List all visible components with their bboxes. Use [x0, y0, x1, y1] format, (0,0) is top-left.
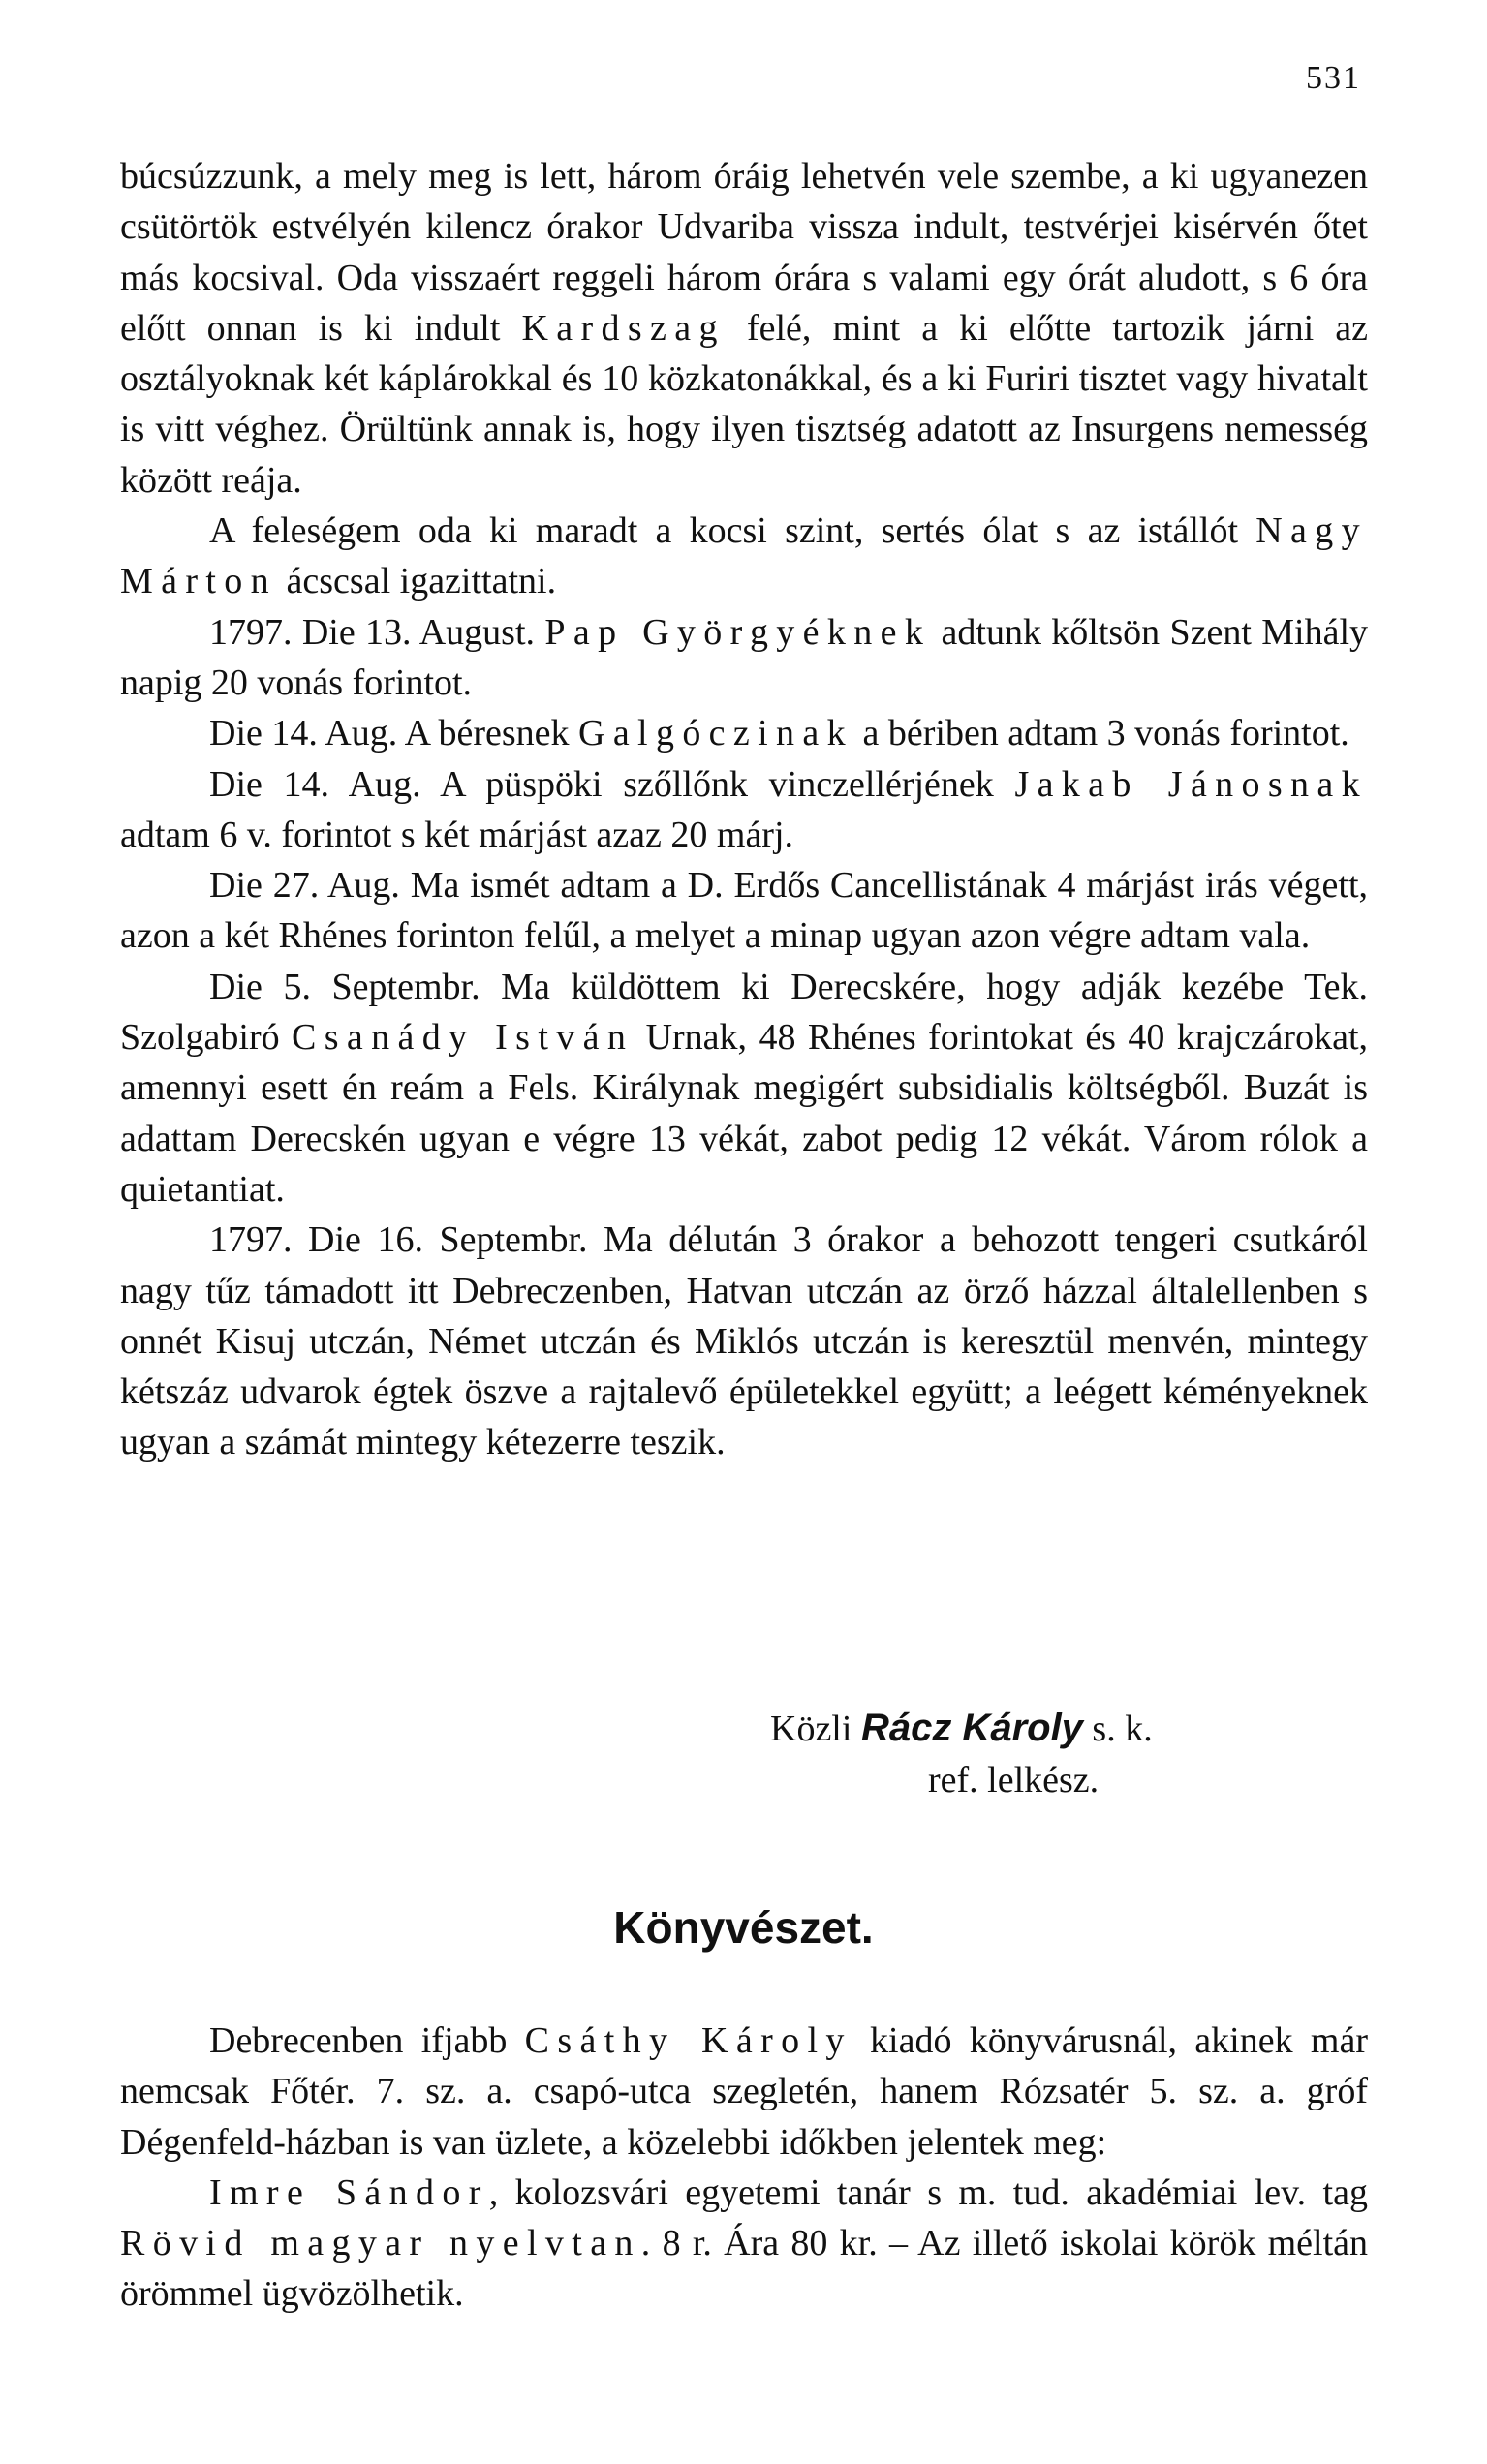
paragraph-2 [120, 506, 1368, 607]
text-run: 1797. Die 13. August. [209, 611, 545, 653]
section-heading: Könyvészet. [613, 1902, 874, 1953]
spaced-name: Csanády István [292, 1017, 635, 1059]
text-run: Die 14. Aug. A püspöki szőllőnk vinczellérjének [209, 763, 1015, 805]
text-run: Die 14. Aug. A béresnek [209, 713, 579, 755]
text-run: adtunk kőltsön Szent Mihály napig 20 vonás forintot. [120, 611, 1369, 703]
paragraph-6 [120, 860, 1368, 962]
text-run: felé, mint a ki előtte tartozik járni az osztályoknak két káplárokkal és 10 közkatonákkal, és a ki Furiri tisztet vagy hivatalt is vitt véghez. Örültünk annak is, hogy ilyen tisztség adatott az Insurgens nemesség között reája. [120, 307, 1368, 501]
paragraph-3 [120, 607, 1368, 709]
text-run: búcsúzzunk, a mely meg is lett, három óráig lehetvén vele szembe, a ki ugyanezen csütörtök estvélyén kilencz órakor Udvariba vissza indult, testvérjei kisérvén őtet más kocsival. Oda visszaért reggeli három órára s valami egy órát aludott, s 6 óra előtt onnan is ki indult [120, 156, 1368, 349]
paragraph-1 [120, 151, 1368, 506]
text-run: 1797. Die 16. Septembr. Ma délután 3 órakor a behozott tengeri csutkáról nagy tűz támadott itt Debreczenben, Hatvan utczán az örző házzal általellenben s onnét Kisuj utczán, Német utczán és Miklós utczán is keresztül menvén, mintegy kétszáz udvarok égtek öszve a rajtalevő épületekkel együtt; a leégett kéményeknek ugyan a számát mintegy kétezerre teszik. [120, 1219, 1368, 1463]
spaced-name: Jakab Jánosnak [1014, 763, 1368, 805]
signature-line [770, 1704, 1153, 1753]
text-run: . 8 r. Ára 80 kr. – Az illető iskolai körök méltán örömmel ügvözölhetik. [120, 2223, 1368, 2315]
paragraph-8 [120, 1215, 1368, 1467]
text-run: Die 27. Aug. Ma ismét adtam a D. Erdős Cancellistának 4 márjást irás végett, azon a két Rhénes forinton felűl, a melyet a minap ugyan azon végre adtam vala. [120, 865, 1368, 957]
bibliography-paragraph-1 [120, 2016, 1368, 2168]
spaced-name: Imre Sándor [209, 2171, 489, 2213]
text-run: A feleségem oda ki maradt a kocsi szint, sertés ólat s az istállót [209, 510, 1256, 552]
signature-name: Rácz Károly [860, 1707, 1083, 1749]
bibliography-text [120, 2016, 1368, 2320]
text-run: Debrecenben ifjabb [209, 2020, 525, 2061]
spaced-title: Rövid magyar nyelvtan [120, 2223, 641, 2264]
diary-text [120, 151, 1368, 1468]
signature-suffix: s. k. [1092, 1709, 1153, 1749]
text-run: a bériben adtam 3 vonás forintot. [853, 713, 1349, 755]
paragraph-5 [120, 759, 1368, 861]
bibliography-paragraph-2 [120, 2168, 1368, 2320]
text-run: , kolozsvári egyetemi tanár s m. tud. akadémiai lev. tag [488, 2171, 1368, 2213]
text-run: adtam 6 v. forintot s két márjást azaz 20 márj. [120, 814, 794, 855]
spaced-name: Kardszag [521, 307, 726, 349]
spaced-name: Nagy Márton [120, 510, 1368, 602]
signature-title: ref. lelkész. [928, 1760, 1100, 1801]
text-run: kiadó könyvárusnál, akinek már nemcsak Főtér. 7. sz. a. csapó-utca szegletén, hanem Rózsatér 5. sz. a. gróf Dégenfeld-házban is van üzlete, a közelebbi időkben jelentek meg: [120, 2020, 1368, 2163]
text-run: Die 5. Septembr. Ma küldöttem ki Derecskére, hogy adják kezébe Tek. Szolgabiró [120, 966, 1368, 1059]
spaced-name: Galgóczinak [578, 713, 853, 755]
spaced-name: Pap Györgyéknek [544, 611, 932, 653]
text-run: Urnak, 48 Rhénes forintokat és 40 krajczárokat, amennyi esett én reám a Fels. Királynak megigért subsidialis költségből. Buzát is adattam Derecskén ugyan e végre 13 vékát, zabot pedig 12 vékát. Várom rólok a quietantiat. [120, 1017, 1368, 1210]
signature-prefix: Közli [770, 1709, 852, 1749]
page-number: 531 [1306, 60, 1361, 96]
text-run: ácscsal igazittatni. [277, 561, 557, 602]
paragraph-7 [120, 962, 1368, 1215]
spaced-name: Csáthy Károly [524, 2020, 852, 2061]
paragraph-4 [120, 708, 1368, 758]
